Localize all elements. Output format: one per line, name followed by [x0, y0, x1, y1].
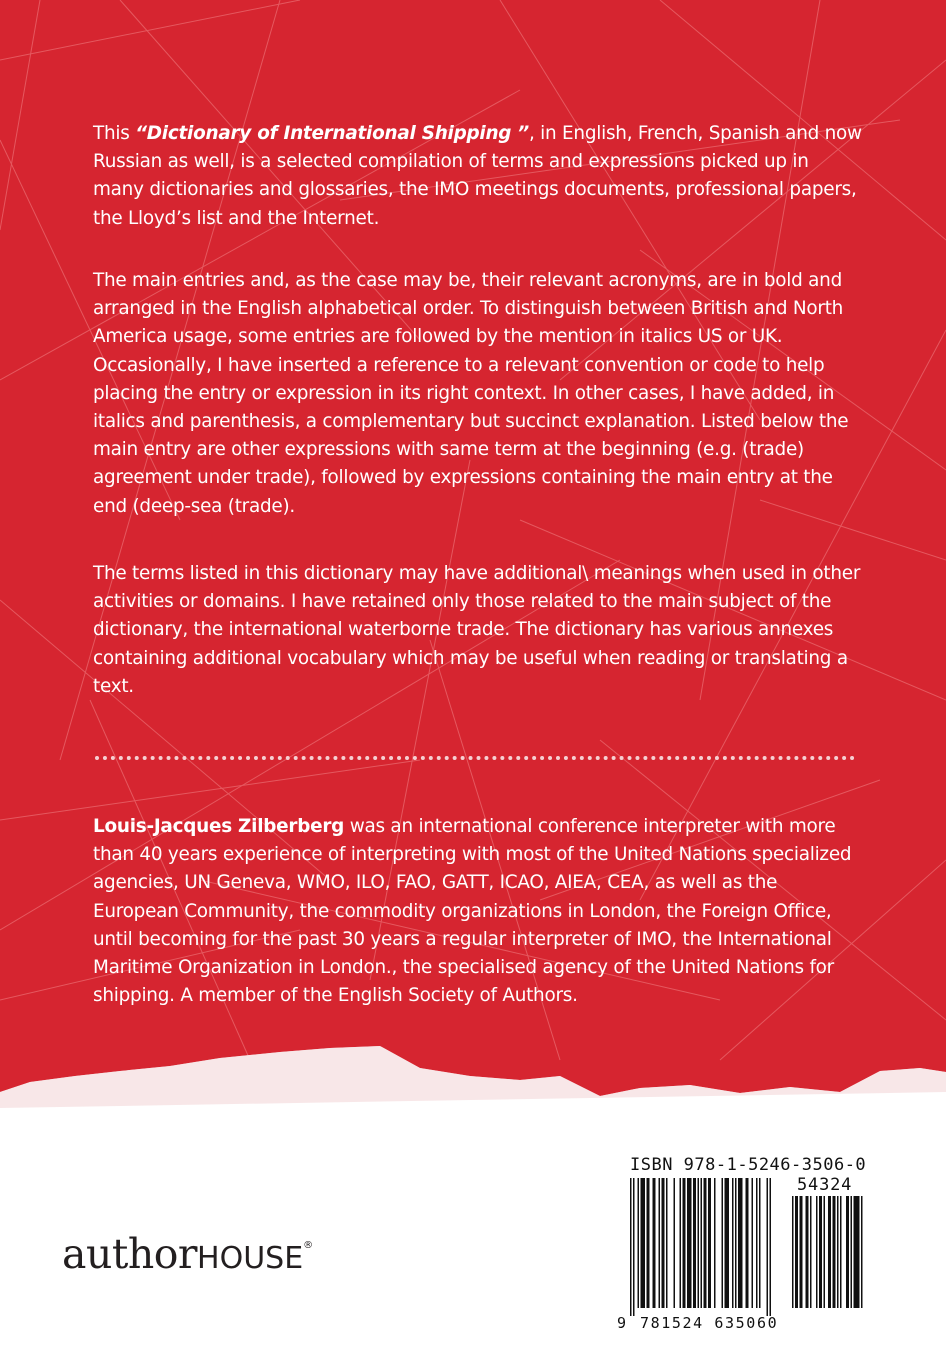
author-bio: Louis-Jacques Zilberberg was an international conference interpreter with more than 40 years experience of interpreting with most of the United Nations specialized agencies, UN Geneva, WMO, ILO, FAO, GATT, ICAO, AIEA, CEA, as well as the European Community, the commodity organizations in London, the Foreign Office, until becoming for the past 30 years a regular interpreter of IMO, the International Maritime Organization in London., the specialised agency of the United Nations for shipping. A member of the English Society of Authors. [93, 816, 852, 1007]
barcode-bar [735, 1178, 737, 1308]
barcode-bar [653, 1178, 656, 1308]
barcode-bar [861, 1196, 863, 1308]
barcode-bar [828, 1196, 831, 1308]
barcode-bar [752, 1178, 754, 1308]
barcode-bar [806, 1196, 809, 1308]
publisher-logo [62, 1230, 313, 1278]
barcode-bar [846, 1196, 849, 1308]
isbn-text: ISBN 978-1-5246-3506-0 [630, 1155, 867, 1175]
registered-mark: ® [303, 1240, 313, 1251]
barcode-bar [659, 1178, 661, 1308]
ean-digits: 781524 635060 [640, 1314, 779, 1332]
barcode-bar [708, 1178, 711, 1308]
price-code: 54324 [797, 1175, 853, 1195]
barcode-bar [722, 1178, 724, 1308]
barcode-bar [666, 1178, 668, 1308]
barcode-bar [633, 1178, 635, 1316]
barcode-bar [819, 1196, 822, 1308]
barcode-bar [701, 1178, 703, 1308]
barcode-bar [840, 1196, 842, 1308]
book-title: “Dictionary of International Shipping ” [135, 123, 529, 144]
barcode-bar [683, 1178, 686, 1308]
barcode-bar [714, 1178, 716, 1308]
barcode-bar [800, 1196, 803, 1308]
logo-author: author [62, 1230, 198, 1278]
barcode-bar [674, 1178, 676, 1308]
barcode-bar [810, 1196, 812, 1308]
barcode-bar [767, 1178, 769, 1316]
barcode-bar [630, 1178, 632, 1316]
barcode-bar [851, 1196, 853, 1308]
author-name: Louis-Jacques Zilberberg [93, 816, 345, 837]
barcode-bar [824, 1196, 826, 1308]
barcode-bar [662, 1178, 665, 1308]
ean-barcode [630, 1178, 780, 1320]
logo-house: HOUSE [197, 1241, 304, 1276]
barcode-bar [746, 1178, 749, 1308]
barcode-bar [732, 1178, 734, 1308]
barcode-bar [795, 1196, 798, 1308]
description-paragraph-2: The main entries and, as the case may be, their relevant acronyms, are in bold and arranged in the English alphabetical order. To distinguish between British and North America usage, some entries are followed by the mention in italics US or UK. Occasionally, I have inserted a reference to a relevant convention or code to help placing the entry or expression in its right context. In other cases, I have added, in italics and parenthesis, a complementary but succinct explanation. Listed below the main entry are other expressions with same term at the beginning (e.g. (trade) agreement under trade), followed by expressions containing the main entry at the end (deep-sea (trade). [93, 270, 849, 517]
description-paragraph-1: This “Dictionary of International Shipping ”, in English, French, Spanish and now Russian as well, is a selected compilation of terms and expressions picked up in many dictionaries and glossaries, the IMO meetings documents, professional papers, the Lloyd’s list and the Internet. [93, 123, 862, 229]
barcode-bar [854, 1196, 860, 1308]
barcode-bar [759, 1178, 761, 1308]
barcode-bar [641, 1178, 646, 1308]
dotted-divider [95, 756, 855, 764]
barcode-bar [738, 1178, 743, 1308]
barcode-bar [756, 1178, 758, 1308]
addon-barcode [792, 1196, 874, 1320]
barcode-bar [693, 1178, 696, 1308]
barcode-bar [833, 1196, 836, 1308]
barcode-bar [647, 1178, 650, 1308]
barcode-bar [638, 1178, 640, 1308]
barcode-bar [725, 1178, 730, 1308]
barcode-bar [704, 1178, 707, 1308]
barcode-bar [837, 1196, 839, 1308]
barcode-bar [680, 1178, 682, 1308]
barcode-bar [770, 1178, 772, 1316]
barcode-bar [698, 1178, 700, 1308]
ean-first-digit: 9 [617, 1314, 627, 1332]
description-paragraph-3: The terms listed in this dictionary may have additional\ meanings when used in other activities or domains. I have retained only those related to the main subject of the dictionary, the international waterborne trade. The dictionary has various annexes containing additional vocabulary which may be useful when reading or translating a text. [93, 563, 861, 697]
barcode-bar [816, 1196, 818, 1308]
barcode-bar [792, 1196, 794, 1308]
barcode-bar [687, 1178, 692, 1308]
